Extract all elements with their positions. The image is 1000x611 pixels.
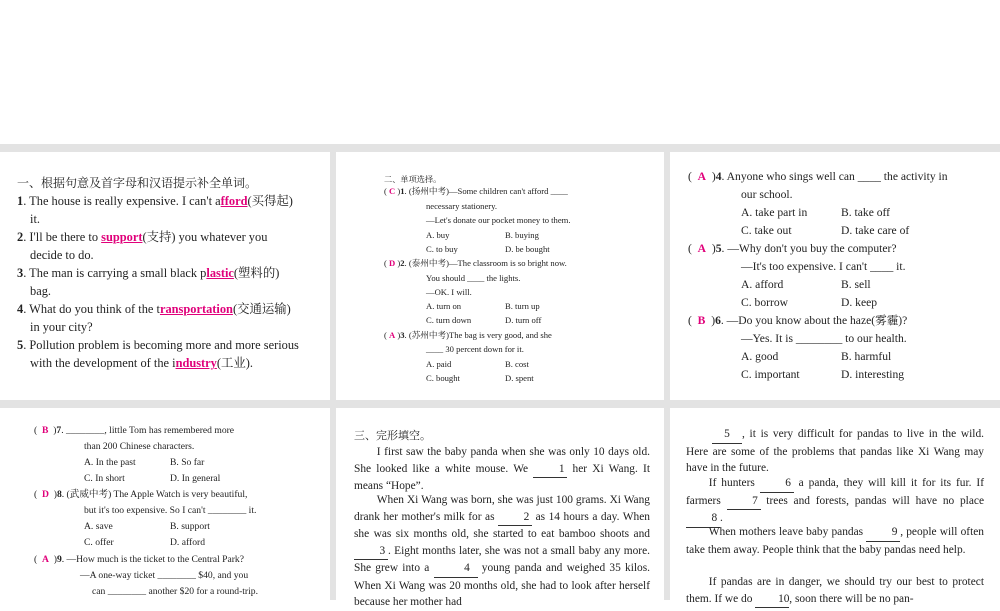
option: A. paid xyxy=(426,359,452,369)
option: A. take part in xyxy=(741,206,808,219)
option: C. bought xyxy=(426,373,460,383)
paragraph-1: I first saw the baby panda when she was only 10 days old. She looked like a white mouse. We 1 her Xi Wang. It means “Hope”. xyxy=(354,446,650,492)
option: B. turn up xyxy=(505,301,540,311)
option: D. take care of xyxy=(841,224,910,237)
option: C. important xyxy=(741,368,800,381)
option: B. harmful xyxy=(841,350,892,363)
panel-cloze-passage-continued xyxy=(670,408,1000,605)
blank-2: 2 xyxy=(498,509,532,527)
option: A. good xyxy=(741,350,779,363)
section-heading: 三、完形填空。 xyxy=(354,429,431,442)
answer-text: fford xyxy=(220,194,248,208)
question-4: ( A )4. Anyone who sings well can ____ the activity in xyxy=(688,170,948,183)
question-2: 2. I'll be there to support(支持) you whatever you decide to do. xyxy=(17,230,268,263)
horizontal-gutter-middle xyxy=(0,400,1000,408)
panel-cloze-passage xyxy=(336,408,664,608)
panel-word-completion xyxy=(0,152,330,400)
option: B. cost xyxy=(505,359,529,369)
answer-text: ndustry xyxy=(175,356,217,371)
blank-8: 8 xyxy=(686,510,720,528)
option: B. buying xyxy=(505,230,539,240)
section-heading: 二、单项选择。 xyxy=(384,174,442,184)
option: B. sell xyxy=(841,278,871,291)
answer-text: lastic xyxy=(206,266,234,280)
question-6: ( B )6. —Do you know about the haze(雾霾)? xyxy=(688,314,908,327)
option: C. turn down xyxy=(426,315,472,325)
panel-multiple-choice-c: ( B )7. ________, little Tom has remembered more than 200 Chinese characters. A. In the past B. So far C. In short D. In general ( D )8. (武威中考) The Apple Watch is very beautiful, but it's too expensive. So I can't ________ it. A. save B. support C. offer D. afford ( A )9. —How much is the ticket to the Central Park? —A one-way ticket ________ $40, and you can ________ another $20 for a round-trip. xyxy=(34,425,258,597)
option: C. borrow xyxy=(741,296,789,309)
option: D. interesting xyxy=(841,368,905,381)
blank-3: 3 xyxy=(354,543,388,561)
paragraph-danger: If pandas are in danger, we should try our best to protect them. If we do 10, soon there will be no pan- xyxy=(686,574,984,608)
question-5: ( A )5. —Why don't you buy the computer? xyxy=(688,242,897,255)
option: B. support xyxy=(170,521,210,532)
panel-multiple-choice-a: 二、单项选择。 ( C )1. (扬州中考)—Some children can't afford ____ necessary stationery. —Let's donate our pocket money to them. A. buy B. buying C. to buy D. be bought ( D )2. (泰州中考)—The classroom is so bright now. You should ____ the lights. —OK. I will. A. turn on B. turn up C. turn down D. turn off ( A )3. (苏州中考)The bag is very good, and she ____ 30 percent down for it. A. paid B. cost C. bought D. spent xyxy=(336,152,664,400)
question-7: ( B )7. ________, little Tom has remembered more xyxy=(34,425,235,436)
option: C. to buy xyxy=(426,244,458,254)
option: D. spent xyxy=(505,373,534,383)
answer-text: ransportation xyxy=(159,302,233,316)
option: D. In general xyxy=(170,473,221,484)
panel-multiple-choice-b: ( A )4. Anyone who sings well can ____ the activity in our school. A. take part in B. take off C. take out D. take care of ( A )5. —Why don't you buy the computer? —It's too expensive. I can't ____ it. A. afford B. sell C. borrow D. keep ( B )6. —Do you know about the haze(雾霾)? —Yes. It is ________ to our health. A. good B. harmful C. important D. interesting xyxy=(670,152,1000,400)
blank-7: 7 xyxy=(727,493,761,511)
option: A. afford xyxy=(741,278,784,291)
option: D. turn off xyxy=(505,315,542,325)
question-5: 5. Pollution problem is becoming more and more serious with the development of the industry(工业). xyxy=(17,338,299,371)
option: A. buy xyxy=(426,230,450,240)
blank-4: 4 xyxy=(434,560,478,578)
option: B. So far xyxy=(170,457,205,468)
horizontal-gutter-top xyxy=(0,144,1000,152)
option: D. keep xyxy=(841,296,878,309)
blank-5: 5 xyxy=(712,426,742,444)
option: A. In the past xyxy=(84,457,136,468)
paragraph-2: When Xi Wang was born, she was just 100 grams. Xi Wang drank her mother's milk for as 2 as 14 hours a day. When she was six months old, she started to eat bamboo shoots and 3 . Eight months later, she was not a small baby any more. She grew into a 4 young panda and weighed 35 kilos. When Xi Wang was 20 months old, she had to look after herself because her mother had xyxy=(354,494,651,608)
question-1: ( C )1. (扬州中考)—Some children can't afford ____ xyxy=(384,186,568,196)
paragraph-continued: 5 , it is very difficult for pandas to live in the wild. Here are some of the problems that pandas like Xi Wang may have in the future. xyxy=(686,428,984,474)
paragraph-mothers: When mothers leave baby pandas 9 , people will often take them away. People think that the baby pandas need help. xyxy=(686,526,984,556)
blank-1: 1 xyxy=(533,461,567,479)
option: C. offer xyxy=(84,537,114,548)
option: A. turn on xyxy=(426,301,462,311)
blank-10: 10 xyxy=(755,591,789,609)
question-1: 1. The house is really expensive. I can't afford(买得起) it. xyxy=(17,194,293,227)
option: C. In short xyxy=(84,473,125,484)
blank-9: 9 xyxy=(866,524,900,542)
question-9: ( A )9. —How much is the ticket to the Central Park? xyxy=(34,554,244,565)
option: D. be bought xyxy=(505,244,550,254)
answer-text: support xyxy=(101,230,143,244)
option: A. save xyxy=(84,521,113,532)
question-2: ( D )2. (泰州中考)—The classroom is so bright now. xyxy=(384,258,567,268)
option: B. take off xyxy=(841,206,891,219)
question-4: 4. What do you think of the transportation(交通运输) in your city? xyxy=(17,302,291,335)
blank-6: 6 xyxy=(760,475,794,493)
question-3: ( A )3. (苏州中考)The bag is very good, and she xyxy=(384,330,552,340)
question-3: 3. The man is carrying a small black plastic(塑料的) bag. xyxy=(17,266,280,299)
paragraph-hunters: If hunters 6 a panda, they will kill it for its fur. If farmers 7 trees and forests, pandas will have no place 8 . xyxy=(686,475,984,528)
option: D. afford xyxy=(170,537,205,548)
option: C. take out xyxy=(741,224,792,237)
section-heading: 一、根据句意及首字母和汉语提示补全单词。 xyxy=(17,176,258,190)
question-8: ( D )8. (武威中考) The Apple Watch is very beautiful, xyxy=(34,489,248,500)
